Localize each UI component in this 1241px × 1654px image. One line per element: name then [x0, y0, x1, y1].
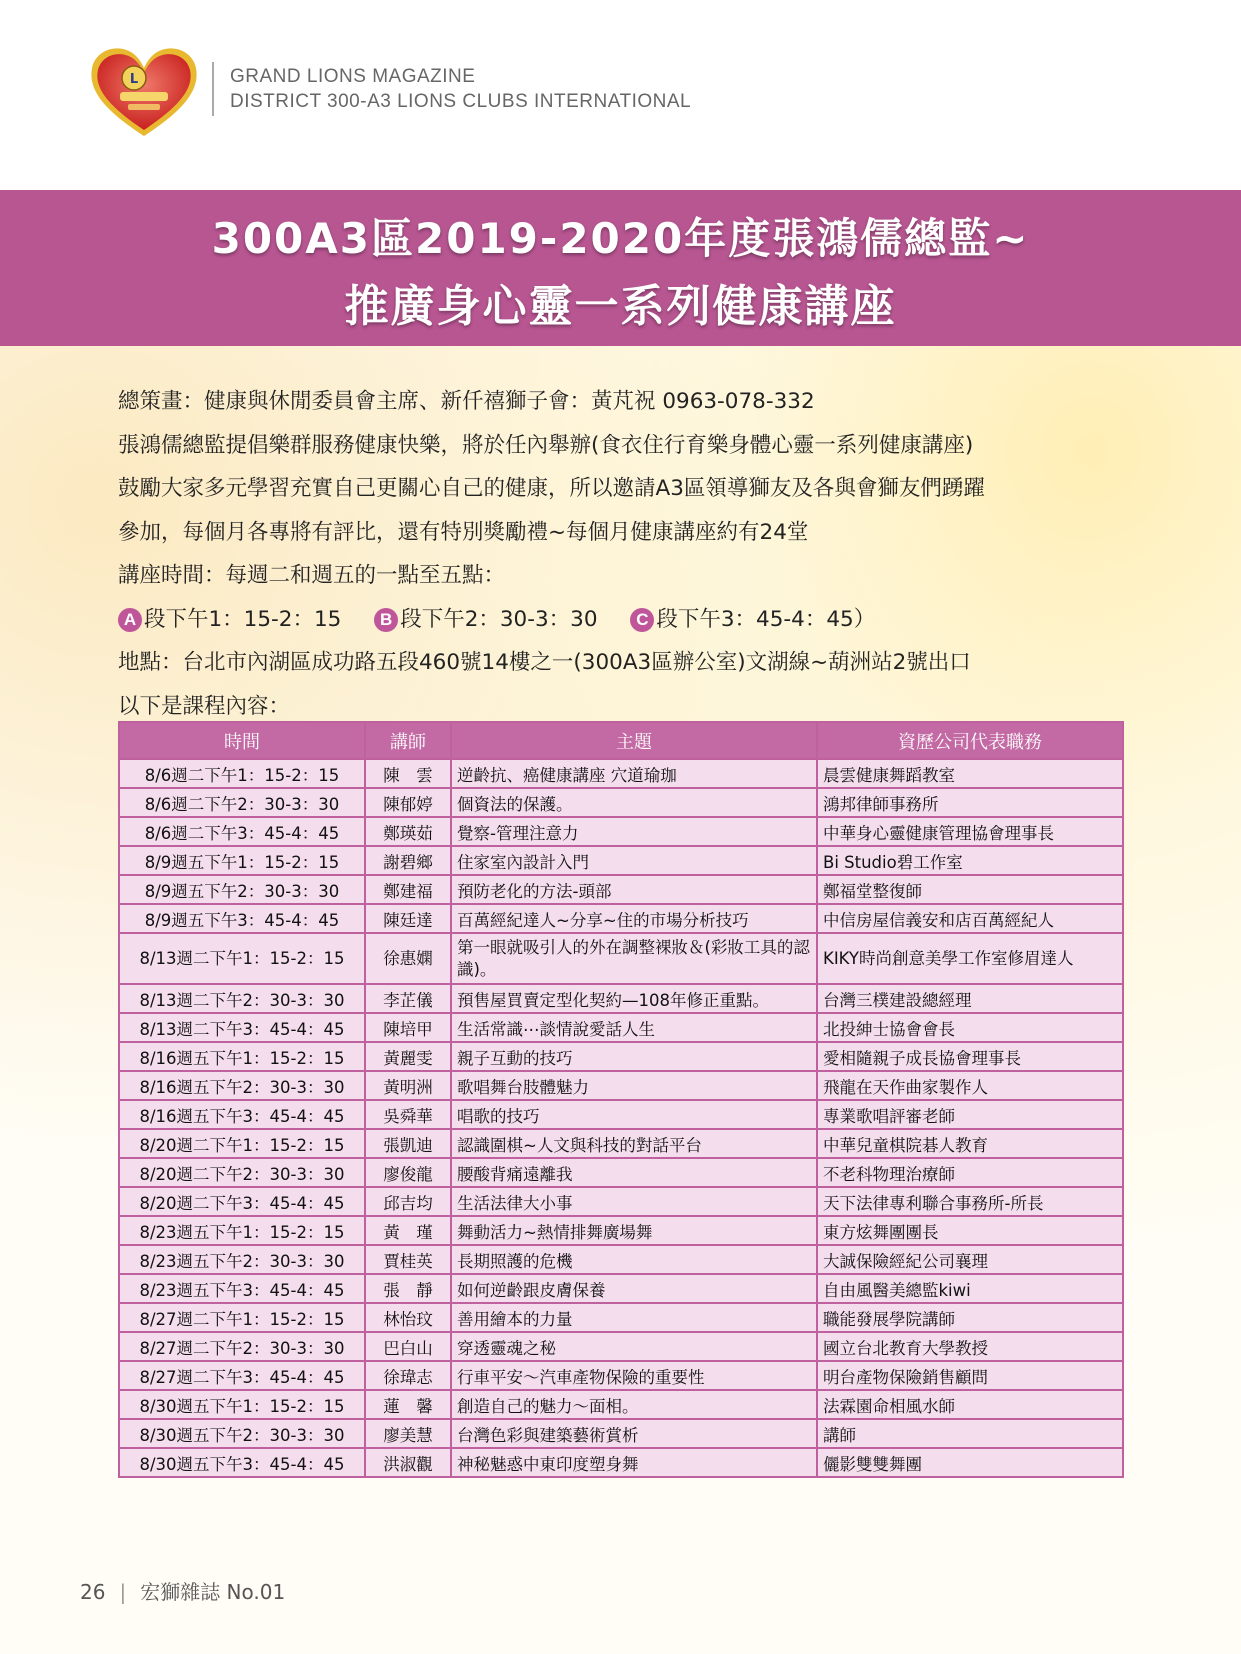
cell-time: 8/13週二下午1：15-2：15 — [119, 933, 365, 984]
table-row — [119, 1042, 1123, 1071]
cell-org: 晨雲健康舞蹈教室 — [817, 759, 1123, 788]
cell-topic: 第一眼就吸引人的外在調整裸妝＆(彩妝工具的認識)。 — [451, 933, 817, 984]
cell-time: 8/13週二下午2：30-3：30 — [119, 984, 365, 1013]
cell-topic: 長期照護的危機 — [451, 1245, 817, 1274]
page-footer — [80, 1576, 285, 1605]
intro-section — [118, 380, 1138, 728]
column-header-org: 資歷公司代表職務 — [817, 722, 1123, 759]
cell-org: 國立台北教育大學教授 — [817, 1332, 1123, 1361]
cell-time: 8/27週二下午2：30-3：30 — [119, 1332, 365, 1361]
session-times — [118, 598, 1138, 642]
session-c-time: 段下午3：45-4：45） — [656, 606, 876, 632]
table-row — [119, 788, 1123, 817]
course-intro-line: 以下是課程內容： — [118, 693, 291, 719]
cell-speaker: 吳舜華 — [365, 1100, 451, 1129]
table-row — [119, 846, 1123, 875]
page-number: 26 — [80, 1580, 106, 1604]
page-header — [0, 0, 1241, 190]
cell-speaker: 廖美慧 — [365, 1419, 451, 1448]
cell-topic: 歌唱舞台肢體魅力 — [451, 1071, 817, 1100]
table-row — [119, 1158, 1123, 1187]
page-title-line1: 300A3區2019-2020年度張鴻儒總監~ — [211, 214, 1030, 263]
cell-time: 8/6週二下午1：15-2：15 — [119, 759, 365, 788]
table-row — [119, 1216, 1123, 1245]
table-row — [119, 1448, 1123, 1477]
intro-text-line: 參加，每個月各專將有評比，還有特別獎勵禮~每個月健康講座約有24堂 — [118, 519, 809, 545]
cell-time: 8/27週二下午1：15-2：15 — [119, 1303, 365, 1332]
cell-org: 大誠保險經紀公司襄理 — [817, 1245, 1123, 1274]
cell-time: 8/9週五下午1：15-2：15 — [119, 846, 365, 875]
cell-topic: 認識圍棋~人文與科技的對話平台 — [451, 1129, 817, 1158]
intro-text-line: 鼓勵大家多元學習充實自己更關心自己的健康，所以邀請A3區領導獅友及各與會獅友們踴躍 — [118, 476, 985, 501]
footer-separator: | — [119, 1580, 127, 1604]
cell-topic: 如何逆齡跟皮膚保養 — [451, 1274, 817, 1303]
cell-speaker: 廖俊龍 — [365, 1158, 451, 1187]
cell-speaker: 李芷儀 — [365, 984, 451, 1013]
cell-time: 8/16週五下午2：30-3：30 — [119, 1071, 365, 1100]
cell-org: 北投紳士協會會長 — [817, 1013, 1123, 1042]
cell-time: 8/20週二下午2：30-3：30 — [119, 1158, 365, 1187]
magazine-name: GRAND LIONS MAGAZINE — [230, 66, 476, 87]
cell-topic: 百萬經紀達人~分享~住的市場分析技巧 — [451, 904, 817, 933]
cell-speaker: 巴白山 — [365, 1332, 451, 1361]
cell-org: 台灣三樸建設總經理 — [817, 984, 1123, 1013]
table-row — [119, 933, 1123, 984]
cell-topic: 穿透靈魂之秘 — [451, 1332, 817, 1361]
table-body — [119, 759, 1123, 1477]
header-divider — [212, 62, 214, 116]
cell-time: 8/23週五下午1：15-2：15 — [119, 1216, 365, 1245]
table-row — [119, 1245, 1123, 1274]
cell-topic: 生活常識⋯談情說愛話人生 — [451, 1013, 817, 1042]
table-row — [119, 1071, 1123, 1100]
session-a-time: 段下午1：15-2：15 — [144, 606, 342, 632]
table-row — [119, 1390, 1123, 1419]
cell-topic: 預售屋買賣定型化契約—108年修正重點。 — [451, 984, 817, 1013]
cell-speaker: 陳廷達 — [365, 904, 451, 933]
cell-org: 中信房屋信義安和店百萬經紀人 — [817, 904, 1123, 933]
session-a-badge: A — [118, 608, 142, 632]
location-line: 地點：台北市內湖區成功路五段460號14樓之一(300A3區辦公室)文湖線~葫洲站2號出口 — [118, 650, 971, 675]
cell-topic: 台灣色彩與建築藝術賞析 — [451, 1419, 817, 1448]
column-header-topic: 主題 — [451, 722, 817, 759]
cell-time: 8/13週二下午3：45-4：45 — [119, 1013, 365, 1042]
table-row — [119, 984, 1123, 1013]
cell-org: 專業歌唱評審老師 — [817, 1100, 1123, 1129]
cell-org: 明台產物保險銷售顧問 — [817, 1361, 1123, 1390]
cell-org: 鄭福堂整復師 — [817, 875, 1123, 904]
cell-org: 中華兒童棋院碁人教育 — [817, 1129, 1123, 1158]
cell-speaker: 謝碧鄉 — [365, 846, 451, 875]
cell-topic: 腰酸背痛遠離我 — [451, 1158, 817, 1187]
cell-speaker: 陳培甲 — [365, 1013, 451, 1042]
cell-time: 8/6週二下午2：30-3：30 — [119, 788, 365, 817]
cell-topic: 住家室內設計入門 — [451, 846, 817, 875]
cell-org: 法霖園命相風水師 — [817, 1390, 1123, 1419]
cell-time: 8/9週五下午2：30-3：30 — [119, 875, 365, 904]
table-row — [119, 1129, 1123, 1158]
cell-org: 飛龍在天作曲家製作人 — [817, 1071, 1123, 1100]
cell-org: 東方炫舞團團長 — [817, 1216, 1123, 1245]
cell-time: 8/23週五下午2：30-3：30 — [119, 1245, 365, 1274]
table-header-row — [119, 722, 1123, 759]
session-b-badge: B — [374, 608, 398, 632]
lions-heart-logo — [84, 40, 204, 140]
session-b-time: 段下午2：30-3：30 — [400, 606, 598, 632]
cell-topic: 創造自己的魅力～面相。 — [451, 1390, 817, 1419]
table-row — [119, 1013, 1123, 1042]
cell-time: 8/16週五下午3：45-4：45 — [119, 1100, 365, 1129]
cell-speaker: 陳郁婷 — [365, 788, 451, 817]
table-row — [119, 1332, 1123, 1361]
column-header-time: 時間 — [119, 722, 365, 759]
cell-time: 8/20週二下午3：45-4：45 — [119, 1187, 365, 1216]
cell-time: 8/30週五下午2：30-3：30 — [119, 1419, 365, 1448]
table-row — [119, 1274, 1123, 1303]
cell-org: KIKY時尚創意美學工作室修眉達人 — [817, 933, 1123, 984]
cell-topic: 預防老化的方法-頭部 — [451, 875, 817, 904]
cell-topic: 行車平安～汽車產物保險的重要性 — [451, 1361, 817, 1390]
cell-time: 8/16週五下午1：15-2：15 — [119, 1042, 365, 1071]
cell-speaker: 張 靜 — [365, 1274, 451, 1303]
cell-speaker: 蓮 馨 — [365, 1390, 451, 1419]
cell-time: 8/27週二下午3：45-4：45 — [119, 1361, 365, 1390]
cell-speaker: 徐惠嫻 — [365, 933, 451, 984]
cell-speaker: 洪淑觀 — [365, 1448, 451, 1477]
table-row — [119, 904, 1123, 933]
cell-speaker: 黃麗雯 — [365, 1042, 451, 1071]
cell-time: 8/20週二下午1：15-2：15 — [119, 1129, 365, 1158]
cell-speaker: 黃明洲 — [365, 1071, 451, 1100]
cell-speaker: 林怡玟 — [365, 1303, 451, 1332]
cell-topic: 親子互動的技巧 — [451, 1042, 817, 1071]
page-title-line2: 推廣身心靈一系列健康講座 — [344, 281, 897, 332]
cell-org: Bi Studio碧工作室 — [817, 846, 1123, 875]
district-name: DISTRICT 300-A3 LIONS CLUBS INTERNATIONAL — [230, 91, 692, 112]
cell-topic: 逆齡抗、癌健康講座 穴道瑜珈 — [451, 759, 817, 788]
table-row — [119, 1361, 1123, 1390]
cell-org: 中華身心靈健康管理協會理事長 — [817, 817, 1123, 846]
cell-org: 儷影雙雙舞團 — [817, 1448, 1123, 1477]
cell-topic: 覺察-管理注意力 — [451, 817, 817, 846]
cell-speaker: 徐瑋志 — [365, 1361, 451, 1390]
cell-speaker: 陳 雲 — [365, 759, 451, 788]
column-header-speaker: 講師 — [365, 722, 451, 759]
cell-time: 8/30週五下午1：15-2：15 — [119, 1390, 365, 1419]
cell-org: 天下法律專利聯合事務所-所長 — [817, 1187, 1123, 1216]
table-row — [119, 1303, 1123, 1332]
table-row — [119, 875, 1123, 904]
table-row — [119, 1187, 1123, 1216]
cell-time: 8/23週五下午3：45-4：45 — [119, 1274, 365, 1303]
cell-speaker: 鄭瑛茹 — [365, 817, 451, 846]
cell-topic: 生活法律大小事 — [451, 1187, 817, 1216]
cell-topic: 唱歌的技巧 — [451, 1100, 817, 1129]
cell-org: 不老科物理治療師 — [817, 1158, 1123, 1187]
lecture-schedule-table — [118, 721, 1124, 1478]
table-row — [119, 759, 1123, 788]
cell-topic: 善用繪本的力量 — [451, 1303, 817, 1332]
issue-name: 宏獅雜誌 No.01 — [140, 1580, 286, 1604]
cell-time: 8/30週五下午3：45-4：45 — [119, 1448, 365, 1477]
cell-topic: 神秘魅惑中東印度塑身舞 — [451, 1448, 817, 1477]
table-row — [119, 1100, 1123, 1129]
cell-org: 鴻邦律師事務所 — [817, 788, 1123, 817]
cell-org: 講師 — [817, 1419, 1123, 1448]
cell-speaker: 邱吉均 — [365, 1187, 451, 1216]
session-c-badge: C — [630, 608, 654, 632]
cell-topic: 個資法的保護。 — [451, 788, 817, 817]
cell-time: 8/6週二下午3：45-4：45 — [119, 817, 365, 846]
table-row — [119, 817, 1123, 846]
cell-topic: 舞動活力~熱情排舞廣場舞 — [451, 1216, 817, 1245]
cell-org: 自由風醫美總監kiwi — [817, 1274, 1123, 1303]
cell-org: 職能發展學院講師 — [817, 1303, 1123, 1332]
cell-speaker: 賈桂英 — [365, 1245, 451, 1274]
cell-speaker: 鄭建福 — [365, 875, 451, 904]
cell-speaker: 張凱迪 — [365, 1129, 451, 1158]
lecture-time-line: 講座時間：每週二和週五的一點至五點： — [118, 563, 506, 588]
cell-time: 8/9週五下午3：45-4：45 — [119, 904, 365, 933]
svg-text:L: L — [129, 72, 139, 87]
cell-org: 愛相隨親子成長協會理事長 — [817, 1042, 1123, 1071]
table-row — [119, 1419, 1123, 1448]
cell-speaker: 黃 瑾 — [365, 1216, 451, 1245]
organizer-line: 總策畫：健康與休閒委員會主席、新仟禧獅子會：黃芃祝 0963-078-332 — [118, 389, 815, 414]
intro-text-line: 張鴻儒總監提倡樂群服務健康快樂，將於任內舉辦(食衣住行育樂身體心靈一系列健康講座) — [118, 432, 974, 458]
